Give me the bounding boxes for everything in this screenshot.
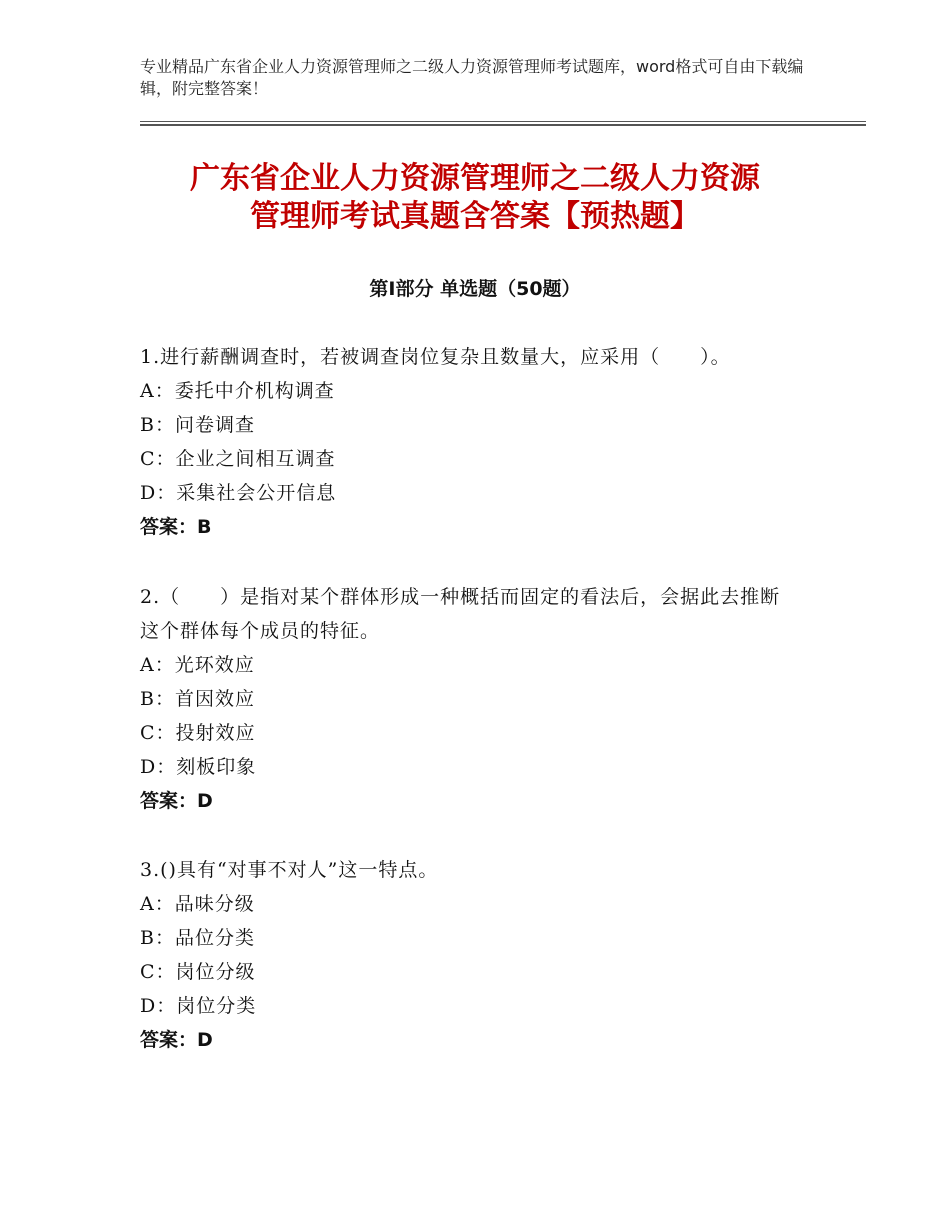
answer: 答案：D [140,790,213,812]
option-c: C：岗位分级 [140,961,256,983]
header-divider [140,121,866,126]
option-d: D：刻板印象 [140,756,257,778]
option-c: C：企业之间相互调查 [140,448,336,470]
option-a: A：委托中介机构调查 [140,380,335,402]
option-a: A：品味分级 [140,893,255,915]
question-2 [140,580,800,818]
option-d: D：采集社会公开信息 [140,482,337,504]
document-title-line-1: 广东省企业人力资源管理师之二级人力资源 [190,161,760,196]
option-d: D：岗位分类 [140,995,257,1017]
question-1 [140,340,800,544]
option-a: A：光环效应 [140,654,255,676]
answer: 答案：B [140,516,212,538]
document-title-line-2: 管理师考试真题含答案【预热题】 [250,199,700,234]
answer: 答案：D [140,1029,213,1051]
question-stem: 2.（ ）是指对某个群体形成一种概括而固定的看法后，会据此去推断这个群体每个成员的特征。 [140,586,781,642]
question-3 [140,853,800,1057]
header-note: 专业精品广东省企业人力资源管理师之二级人力资源管理师考试题库，word格式可自由下载编辑，附完整答案！ [140,57,804,98]
option-b: B：首因效应 [140,688,255,710]
question-stem: 3.()具有“对事不对人”这一特点。 [140,859,439,881]
option-b: B：问卷调查 [140,414,255,436]
document-title [140,160,810,236]
option-b: B：品位分类 [140,927,255,949]
option-c: C：投射效应 [140,722,256,744]
question-stem: 1.进行薪酬调查时，若被调查岗位复杂且数量大，应采用（ ）。 [140,346,731,368]
section-heading: 第Ⅰ部分 单选题（50题） [369,278,581,300]
